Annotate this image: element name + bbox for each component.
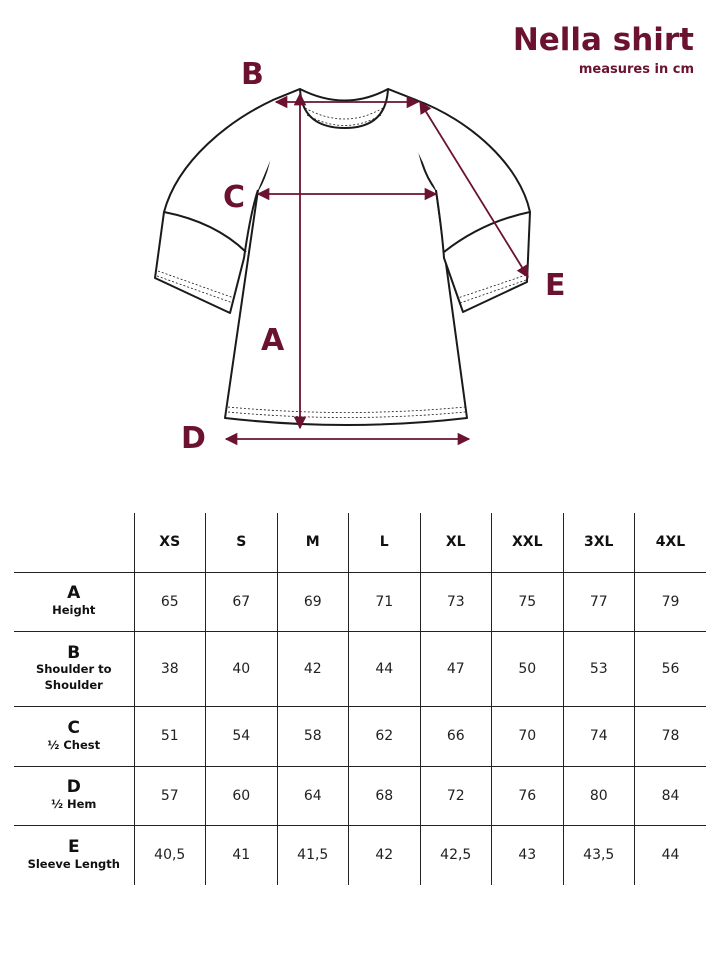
table-cell: 80 — [563, 766, 635, 825]
table-cell: 51 — [134, 706, 206, 766]
label-d: D — [181, 421, 206, 456]
table-cell: 60 — [206, 766, 278, 825]
row-name: ½ Chest — [47, 737, 101, 752]
row-label — [14, 572, 134, 631]
row-name: ½ Hem — [51, 797, 97, 812]
row-letter: A — [67, 583, 81, 604]
table-cell: 53 — [563, 631, 635, 706]
table-cell: 43 — [492, 825, 564, 885]
table-cell: 71 — [349, 572, 421, 631]
size-header: XL — [420, 513, 492, 572]
size-header: XXL — [492, 513, 564, 572]
table-cell: 76 — [492, 766, 564, 825]
table-cell: 50 — [492, 631, 564, 706]
table-row — [14, 572, 706, 631]
table-cell: 66 — [420, 706, 492, 766]
table-row — [14, 766, 706, 825]
table-cell: 43,5 — [563, 825, 635, 885]
row-letter: D — [66, 777, 81, 798]
page-title: Nella shirt — [512, 22, 694, 58]
row-name: Shoulder to Shoulder — [35, 662, 112, 692]
corner-cell — [14, 513, 134, 572]
size-header: 3XL — [563, 513, 635, 572]
table-cell: 64 — [277, 766, 349, 825]
table-cell: 69 — [277, 572, 349, 631]
table-cell: 40,5 — [134, 825, 206, 885]
row-name: Sleeve Length — [27, 856, 120, 871]
table-cell: 74 — [563, 706, 635, 766]
label-c: C — [223, 180, 246, 215]
table-cell: 78 — [635, 706, 707, 766]
size-header: 4XL — [635, 513, 707, 572]
table-cell: 44 — [349, 631, 421, 706]
row-name: Height — [52, 603, 96, 618]
table-cell: 73 — [420, 572, 492, 631]
table-cell: 57 — [134, 766, 206, 825]
size-header: XS — [134, 513, 206, 572]
table-cell: 72 — [420, 766, 492, 825]
table-cell: 68 — [349, 766, 421, 825]
table-cell: 62 — [349, 706, 421, 766]
table-row — [14, 706, 706, 766]
table-cell: 42,5 — [420, 825, 492, 885]
label-b: B — [241, 57, 264, 92]
size-header: L — [349, 513, 421, 572]
row-label — [14, 706, 134, 766]
table-row — [14, 825, 706, 885]
row-label — [14, 825, 134, 885]
size-table — [14, 513, 706, 885]
table-cell: 42 — [349, 825, 421, 885]
label-a: A — [261, 323, 285, 358]
label-e: E — [545, 268, 566, 303]
table-cell: 38 — [134, 631, 206, 706]
row-label — [14, 631, 134, 706]
table-cell: 42 — [277, 631, 349, 706]
table-row — [14, 631, 706, 706]
size-header-row — [14, 513, 706, 572]
table-cell: 41,5 — [277, 825, 349, 885]
table-cell: 67 — [206, 572, 278, 631]
shirt-outline — [155, 89, 530, 425]
table-cell: 47 — [420, 631, 492, 706]
table-cell: 75 — [492, 572, 564, 631]
table-cell: 58 — [277, 706, 349, 766]
table-cell: 56 — [635, 631, 707, 706]
row-letter: E — [67, 837, 80, 858]
size-header: S — [206, 513, 278, 572]
row-letter: C — [67, 717, 80, 738]
table-cell: 65 — [134, 572, 206, 631]
table-cell: 84 — [635, 766, 707, 825]
row-label — [14, 766, 134, 825]
row-letter: B — [67, 642, 81, 663]
table-cell: 44 — [635, 825, 707, 885]
table-cell: 41 — [206, 825, 278, 885]
table-cell: 77 — [563, 572, 635, 631]
table-cell: 40 — [206, 631, 278, 706]
table-cell: 54 — [206, 706, 278, 766]
table-cell: 79 — [635, 572, 707, 631]
units-note: measures in cm — [578, 62, 694, 77]
size-header: M — [277, 513, 349, 572]
table-cell: 70 — [492, 706, 564, 766]
